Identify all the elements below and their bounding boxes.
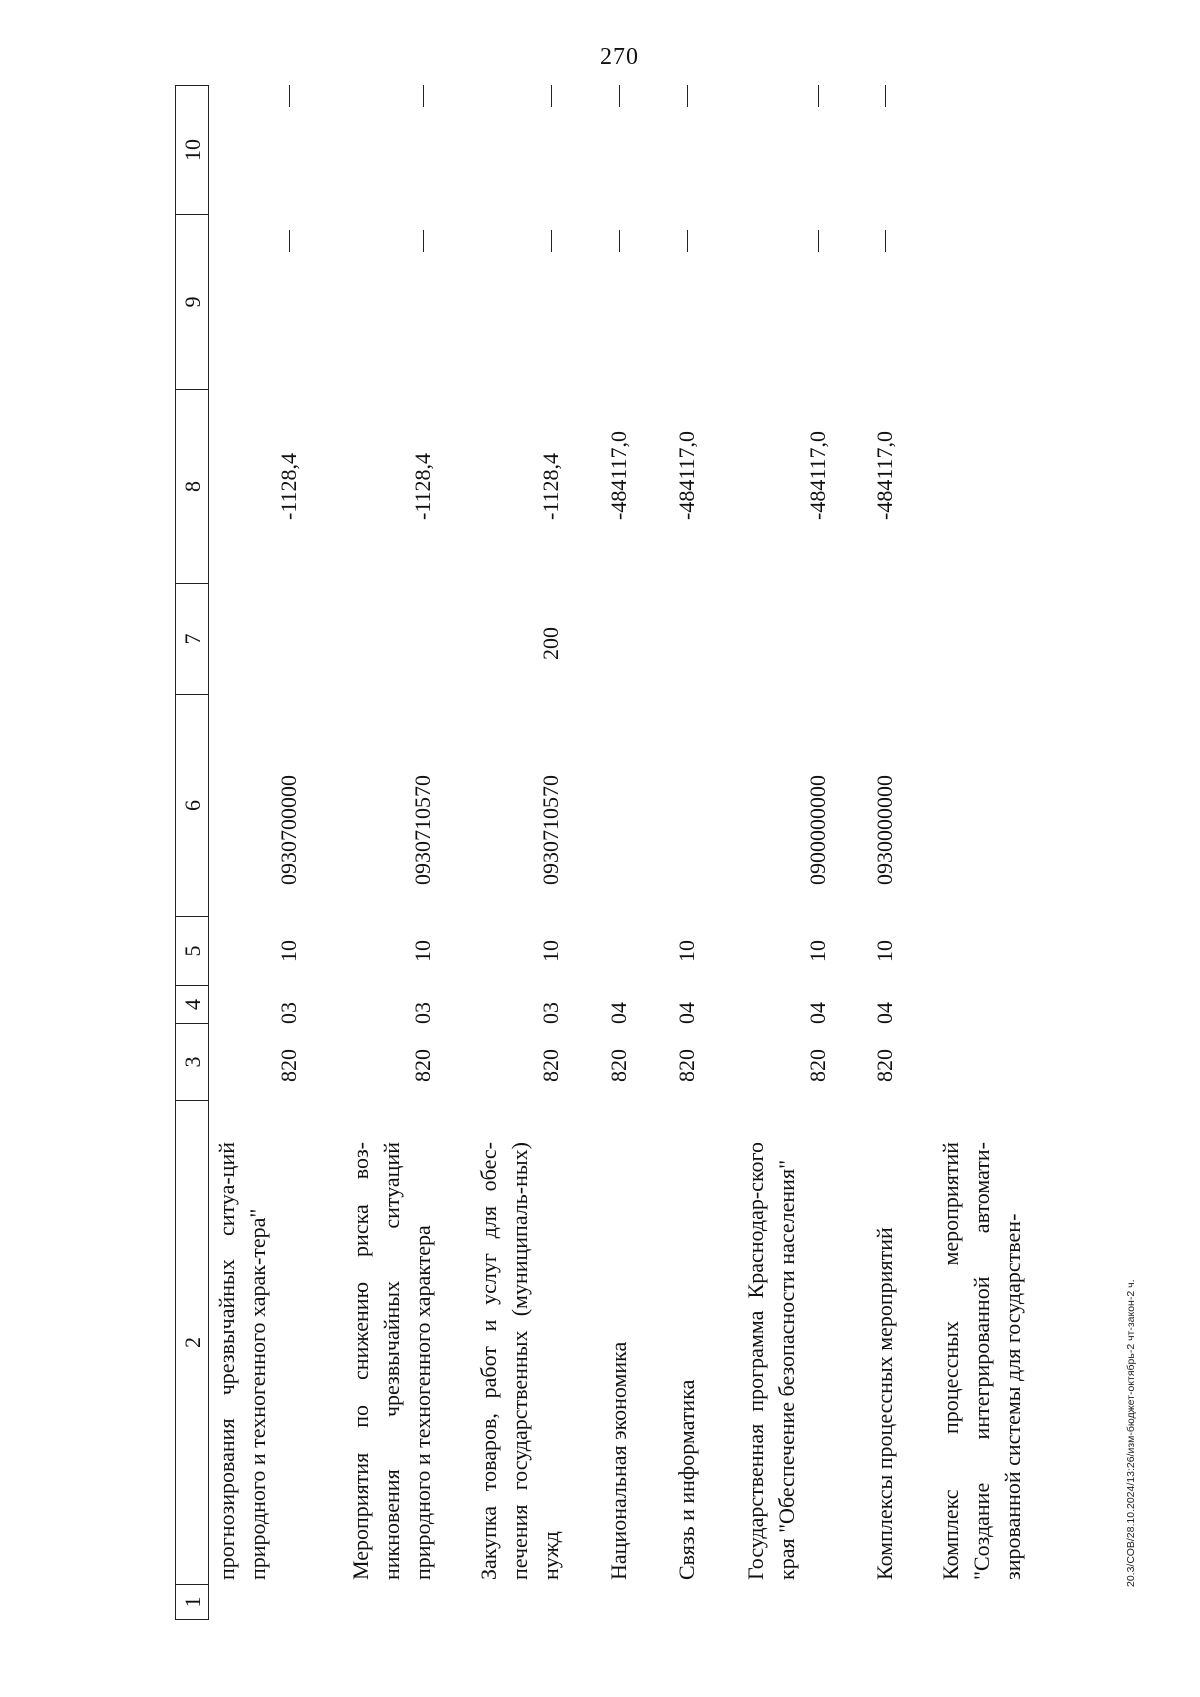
row-c4: 04: [606, 1002, 631, 1024]
row-c8: -1128,4: [276, 452, 301, 520]
row-c4: 03: [538, 1002, 563, 1024]
row-c6: 0930700000: [276, 775, 301, 885]
page-number: 270: [600, 44, 639, 70]
row-c10-dash: [619, 85, 620, 107]
row-c6: 0900000000: [805, 775, 830, 885]
row-c5: 10: [872, 940, 897, 962]
row-c9-dash: [289, 230, 290, 252]
row-c8: -484117,0: [872, 430, 897, 520]
row-c5: 10: [805, 940, 830, 962]
row-c3: 820: [538, 1049, 563, 1082]
header-col-6: 6: [175, 695, 209, 917]
row-c9-dash: [423, 230, 424, 252]
row-c8: -1128,4: [410, 452, 435, 520]
row-c8: -1128,4: [538, 452, 563, 520]
row-c6: 0930710570: [538, 775, 563, 885]
row-c4: 04: [674, 1002, 699, 1024]
row-c8: -484117,0: [805, 430, 830, 520]
row-c10-dash: [687, 85, 688, 107]
row-c9-dash: [687, 230, 688, 252]
row-c8: -484117,0: [606, 430, 631, 520]
row-c6: 0930000000: [872, 775, 897, 885]
row-name: Комплексы процессных мероприятий: [872, 1227, 897, 1580]
row-c7: 200: [538, 627, 563, 660]
header-col-5: 5: [175, 917, 209, 986]
row-c5: 10: [410, 940, 435, 962]
header-col-8: 8: [175, 390, 209, 584]
row-c5: 10: [674, 940, 699, 962]
header-col-9: 9: [175, 215, 209, 390]
row-c9-dash: [885, 230, 886, 252]
row-c10-dash: [818, 85, 819, 107]
header-col-3: 3: [175, 1024, 209, 1101]
row-c9-dash: [818, 230, 819, 252]
row-c10-dash: [423, 85, 424, 107]
document-stamp: 20.3/СОВ/28.10.2024/13:26/изм-бюджет-октябрь-2 чт-закон-2 ч.: [1125, 1279, 1137, 1587]
row-c3: 820: [805, 1049, 830, 1082]
row-c10-dash: [289, 85, 290, 107]
header-col-4: 4: [175, 986, 209, 1024]
row-name: Национальная экономика: [606, 1341, 631, 1580]
row-c3: 820: [606, 1049, 631, 1082]
table-header: [175, 85, 211, 1620]
header-col-1: 1: [175, 1585, 209, 1620]
row-c9-dash: [619, 230, 620, 252]
row-c10-dash: [885, 85, 886, 107]
row-name: Связь и информатика: [674, 1379, 699, 1580]
row-c9-dash: [551, 230, 552, 252]
row-name: Закупка товаров, работ и услуг для обес-печения государственных (муниципаль-ных) нужд: [476, 1142, 563, 1580]
header-col-2: 2: [175, 1101, 209, 1585]
row-c3: 820: [410, 1049, 435, 1082]
row-c6: 0930710570: [410, 775, 435, 885]
row-c4: 04: [805, 1002, 830, 1024]
budget-table: [175, 80, 1025, 1620]
row-c3: 820: [872, 1049, 897, 1082]
header-col-10: 10: [175, 85, 209, 215]
row-name: Государственная программа Краснодар-ского края "Обеспечение безопасности населения": [743, 1142, 799, 1580]
row-c4: 03: [276, 1002, 301, 1024]
row-c10-dash: [551, 85, 552, 107]
row-c8: -484117,0: [674, 430, 699, 520]
row-c5: 10: [538, 940, 563, 962]
row-name: Мероприятия по снижению риска воз-никновения чрезвычайных ситуаций природного и техногенного характера: [348, 1142, 435, 1580]
row-c4: 03: [410, 1002, 435, 1024]
row-c3: 820: [276, 1049, 301, 1082]
header-col-7: 7: [175, 584, 209, 695]
row-c4: 04: [872, 1002, 897, 1024]
row-c5: 10: [276, 940, 301, 962]
row-name: прогнозирования чрезвычайных ситуа-ций природного и техногенного харак-тера": [214, 1142, 270, 1580]
row-c3: 820: [674, 1049, 699, 1082]
row-name: Комплекс процессных мероприятий "Создание интегрированной автомати-зированной системы для государствен-: [938, 1142, 1025, 1580]
